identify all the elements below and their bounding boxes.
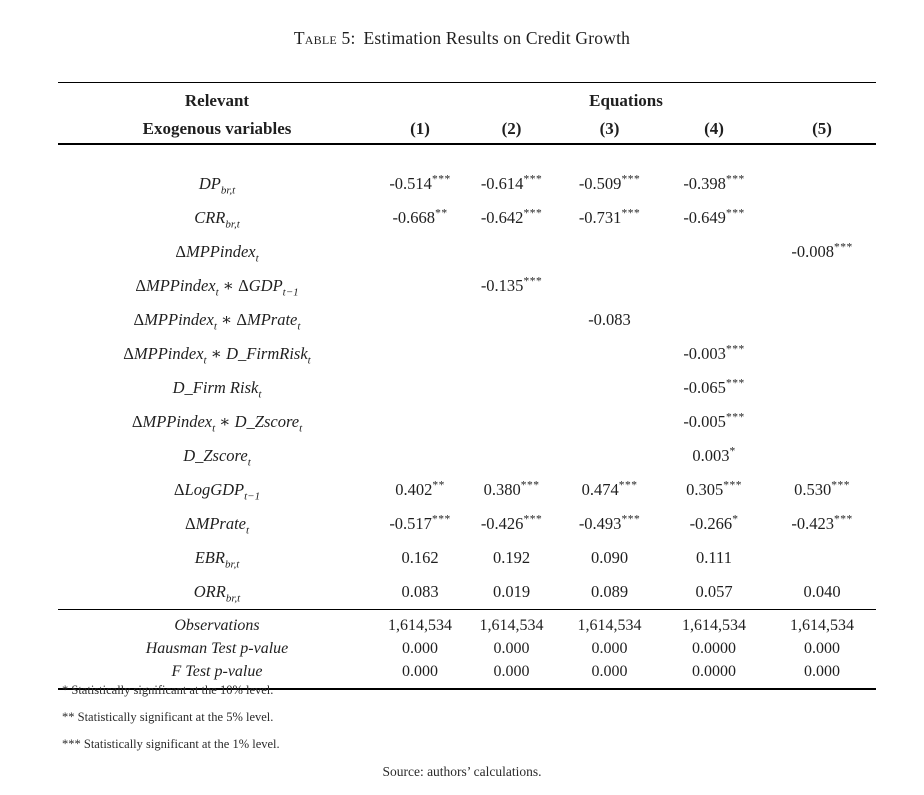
summary-value: 1,614,534 <box>577 616 642 634</box>
column-header-2: (2) <box>501 118 522 138</box>
value-cell: -0.266* <box>689 513 739 533</box>
significance-stars: *** <box>621 207 641 220</box>
value-cell: 0.003* <box>692 445 736 465</box>
value-cell: 0.305*** <box>686 479 742 499</box>
footnote-10pct: * Statistically significant at the 10% level. <box>62 683 274 697</box>
value-cell: -0.493*** <box>578 513 641 533</box>
table-title <box>0 28 924 49</box>
value-cell <box>660 269 768 303</box>
header-exogenous-variables: Exogenous variables <box>142 118 292 138</box>
table-row <box>58 303 876 337</box>
value-cell: -0.005*** <box>683 411 745 431</box>
footnote-1pct: *** Statistically significant at the 1% level. <box>62 737 280 751</box>
summary-label: F Test p-value <box>171 662 263 680</box>
row-label: ΔMPPindex$_t$ <box>175 242 259 265</box>
summary-value: 0.0000 <box>692 639 736 657</box>
value-cell: -0.514*** <box>389 173 451 193</box>
value-cell <box>660 235 768 269</box>
row-label: ΔMPPindex$_t$ ∗ $\Delta GDP_{t-1}$ <box>135 276 299 299</box>
value-cell: -0.423*** <box>791 513 853 533</box>
value-cell <box>768 439 876 473</box>
value-cell <box>768 144 876 201</box>
table-row <box>58 541 876 575</box>
significance-stars: ** <box>435 207 448 220</box>
footnotes <box>62 683 280 764</box>
row-label: ΔMPrate$_t$ <box>184 514 250 537</box>
value-cell: -0.642*** <box>480 207 543 227</box>
value-cell: 0.402** <box>395 479 445 499</box>
row-label: $EBR_{br,t}$ <box>194 548 240 571</box>
significance-stars: *** <box>831 479 850 492</box>
value-cell <box>376 405 464 439</box>
value-cell <box>660 303 768 337</box>
value-cell <box>376 337 464 371</box>
value-cell <box>464 303 559 337</box>
value-cell <box>464 337 559 371</box>
column-header-3: (3) <box>599 118 620 138</box>
value-cell <box>559 337 660 371</box>
significance-stars: *** <box>725 411 745 424</box>
value-cell: -0.614*** <box>480 173 543 193</box>
table-row <box>58 405 876 439</box>
value-cell: 0.083 <box>401 582 439 601</box>
value-cell: -0.083 <box>588 310 631 329</box>
row-label: $CRR_{br,t}$ <box>194 208 240 231</box>
significance-stars: *** <box>523 207 543 220</box>
table-row <box>58 371 876 405</box>
value-cell: -0.065*** <box>683 377 745 397</box>
value-cell <box>559 439 660 473</box>
row-label: ΔMPPindex$_t$ ∗ ΔMPrate$_t$ <box>133 310 301 333</box>
significance-stars: *** <box>833 513 853 526</box>
row-label: D_Zscore$_t$ <box>183 446 251 469</box>
table-caption-text: Estimation Results on Credit Growth <box>363 28 631 48</box>
column-header-1: (1) <box>410 118 430 138</box>
summary-row <box>58 610 876 638</box>
value-cell: 0.057 <box>695 582 733 601</box>
value-cell <box>464 405 559 439</box>
value-cell <box>768 337 876 371</box>
value-cell <box>559 269 660 303</box>
value-cell: -0.426*** <box>480 513 543 533</box>
summary-value: 1,614,534 <box>790 616 855 634</box>
significance-stars: *** <box>523 173 543 186</box>
header-relevant: Relevant <box>184 90 250 110</box>
value-cell: 0.090 <box>590 548 629 567</box>
value-cell <box>768 269 876 303</box>
column-header-4: (4) <box>704 118 724 138</box>
significance-stars: *** <box>725 207 745 220</box>
row-label: $DP_{br,t}$ <box>198 174 236 197</box>
value-cell: -0.649*** <box>683 207 745 227</box>
summary-value: 1,614,534 <box>388 616 452 634</box>
table-row <box>58 439 876 473</box>
summary-value: 0.000 <box>804 639 841 657</box>
significance-stars: *** <box>621 513 641 526</box>
significance-stars: *** <box>725 377 745 390</box>
value-cell: -0.008*** <box>791 241 853 261</box>
summary-value: 0.000 <box>493 662 530 680</box>
value-cell: -0.668** <box>392 207 448 227</box>
summary-row <box>58 637 876 660</box>
significance-stars: *** <box>725 343 745 356</box>
summary-value: 1,614,534 <box>479 616 544 634</box>
value-cell <box>559 235 660 269</box>
significance-stars: *** <box>621 173 641 186</box>
summary-value: 0.000 <box>591 639 628 657</box>
value-cell <box>464 439 559 473</box>
source-note: Source: authors’ calculations. <box>382 764 542 779</box>
value-cell: 0.192 <box>492 548 531 567</box>
summary-label: Observations <box>174 616 260 634</box>
value-cell <box>376 235 464 269</box>
significance-stars: *** <box>723 479 742 492</box>
value-cell: 0.380*** <box>483 479 540 499</box>
value-cell: 0.040 <box>803 582 841 601</box>
value-cell: -0.135*** <box>480 275 543 295</box>
summary-value: 1,614,534 <box>682 616 746 634</box>
value-cell <box>464 235 559 269</box>
value-cell <box>559 405 660 439</box>
summary-value: 0.000 <box>402 662 438 680</box>
value-cell <box>559 371 660 405</box>
row-label: ΔLogGDP$_{t-1}$ <box>173 480 261 503</box>
table-row <box>58 507 876 541</box>
summary-label: Hausman Test p-value <box>145 639 289 657</box>
column-header-5: (5) <box>812 118 832 138</box>
value-cell <box>768 405 876 439</box>
summary-value: 0.000 <box>804 662 841 680</box>
value-cell: 0.019 <box>492 582 531 601</box>
table-row <box>58 337 876 371</box>
results-table <box>58 82 876 690</box>
value-cell: -0.398*** <box>683 173 745 193</box>
summary-value: 0.000 <box>493 639 530 657</box>
table-row <box>58 201 876 235</box>
summary-value: 0.0000 <box>692 662 736 680</box>
value-cell: 0.089 <box>590 582 629 601</box>
significance-stars: * <box>729 445 736 458</box>
summary-value: 0.000 <box>591 662 628 680</box>
significance-stars: *** <box>523 275 543 288</box>
summary-value: 0.000 <box>402 639 438 657</box>
significance-stars: * <box>732 513 739 526</box>
value-cell: 0.474*** <box>581 479 638 499</box>
value-cell: -0.731*** <box>578 207 641 227</box>
significance-stars: *** <box>618 479 638 492</box>
table-caption-label: Table 5: <box>293 28 356 48</box>
value-cell <box>768 303 876 337</box>
row-label: ΔMPPindex$_t$ ∗ D_Zscore$_t$ <box>131 412 303 435</box>
table-row <box>58 144 876 201</box>
value-cell: 0.162 <box>401 548 439 567</box>
table-row <box>58 269 876 303</box>
header-equations: Equations <box>589 90 663 110</box>
value-cell <box>768 541 876 575</box>
table-row <box>58 473 876 507</box>
row-label: $ORR_{br,t}$ <box>193 582 241 605</box>
significance-stars: *** <box>833 241 853 254</box>
value-cell <box>376 371 464 405</box>
value-cell: -0.517*** <box>389 513 451 533</box>
coefficient-rows <box>58 144 876 610</box>
value-cell <box>768 201 876 235</box>
value-cell: 0.111 <box>696 548 732 567</box>
significance-stars: ** <box>432 479 445 492</box>
significance-stars: *** <box>725 173 745 186</box>
significance-stars: *** <box>523 513 543 526</box>
value-cell: -0.003*** <box>683 343 745 363</box>
value-cell <box>376 303 464 337</box>
table-row <box>58 235 876 269</box>
row-label: D_Firm Risk$_t$ <box>172 378 262 401</box>
table-header <box>58 83 876 145</box>
value-cell <box>768 371 876 405</box>
value-cell <box>376 269 464 303</box>
value-cell <box>464 371 559 405</box>
footnote-5pct: ** Statistically significant at the 5% level. <box>62 710 274 724</box>
value-cell <box>376 439 464 473</box>
significance-stars: *** <box>520 479 540 492</box>
row-label: ΔMPPindex$_t$ ∗ D_FirmRisk$_t$ <box>123 344 311 367</box>
table-row <box>58 575 876 610</box>
summary-rows <box>58 610 876 690</box>
value-cell: -0.509*** <box>578 173 641 193</box>
significance-stars: *** <box>431 513 451 526</box>
significance-stars: *** <box>431 173 451 186</box>
value-cell: 0.530*** <box>794 479 850 499</box>
